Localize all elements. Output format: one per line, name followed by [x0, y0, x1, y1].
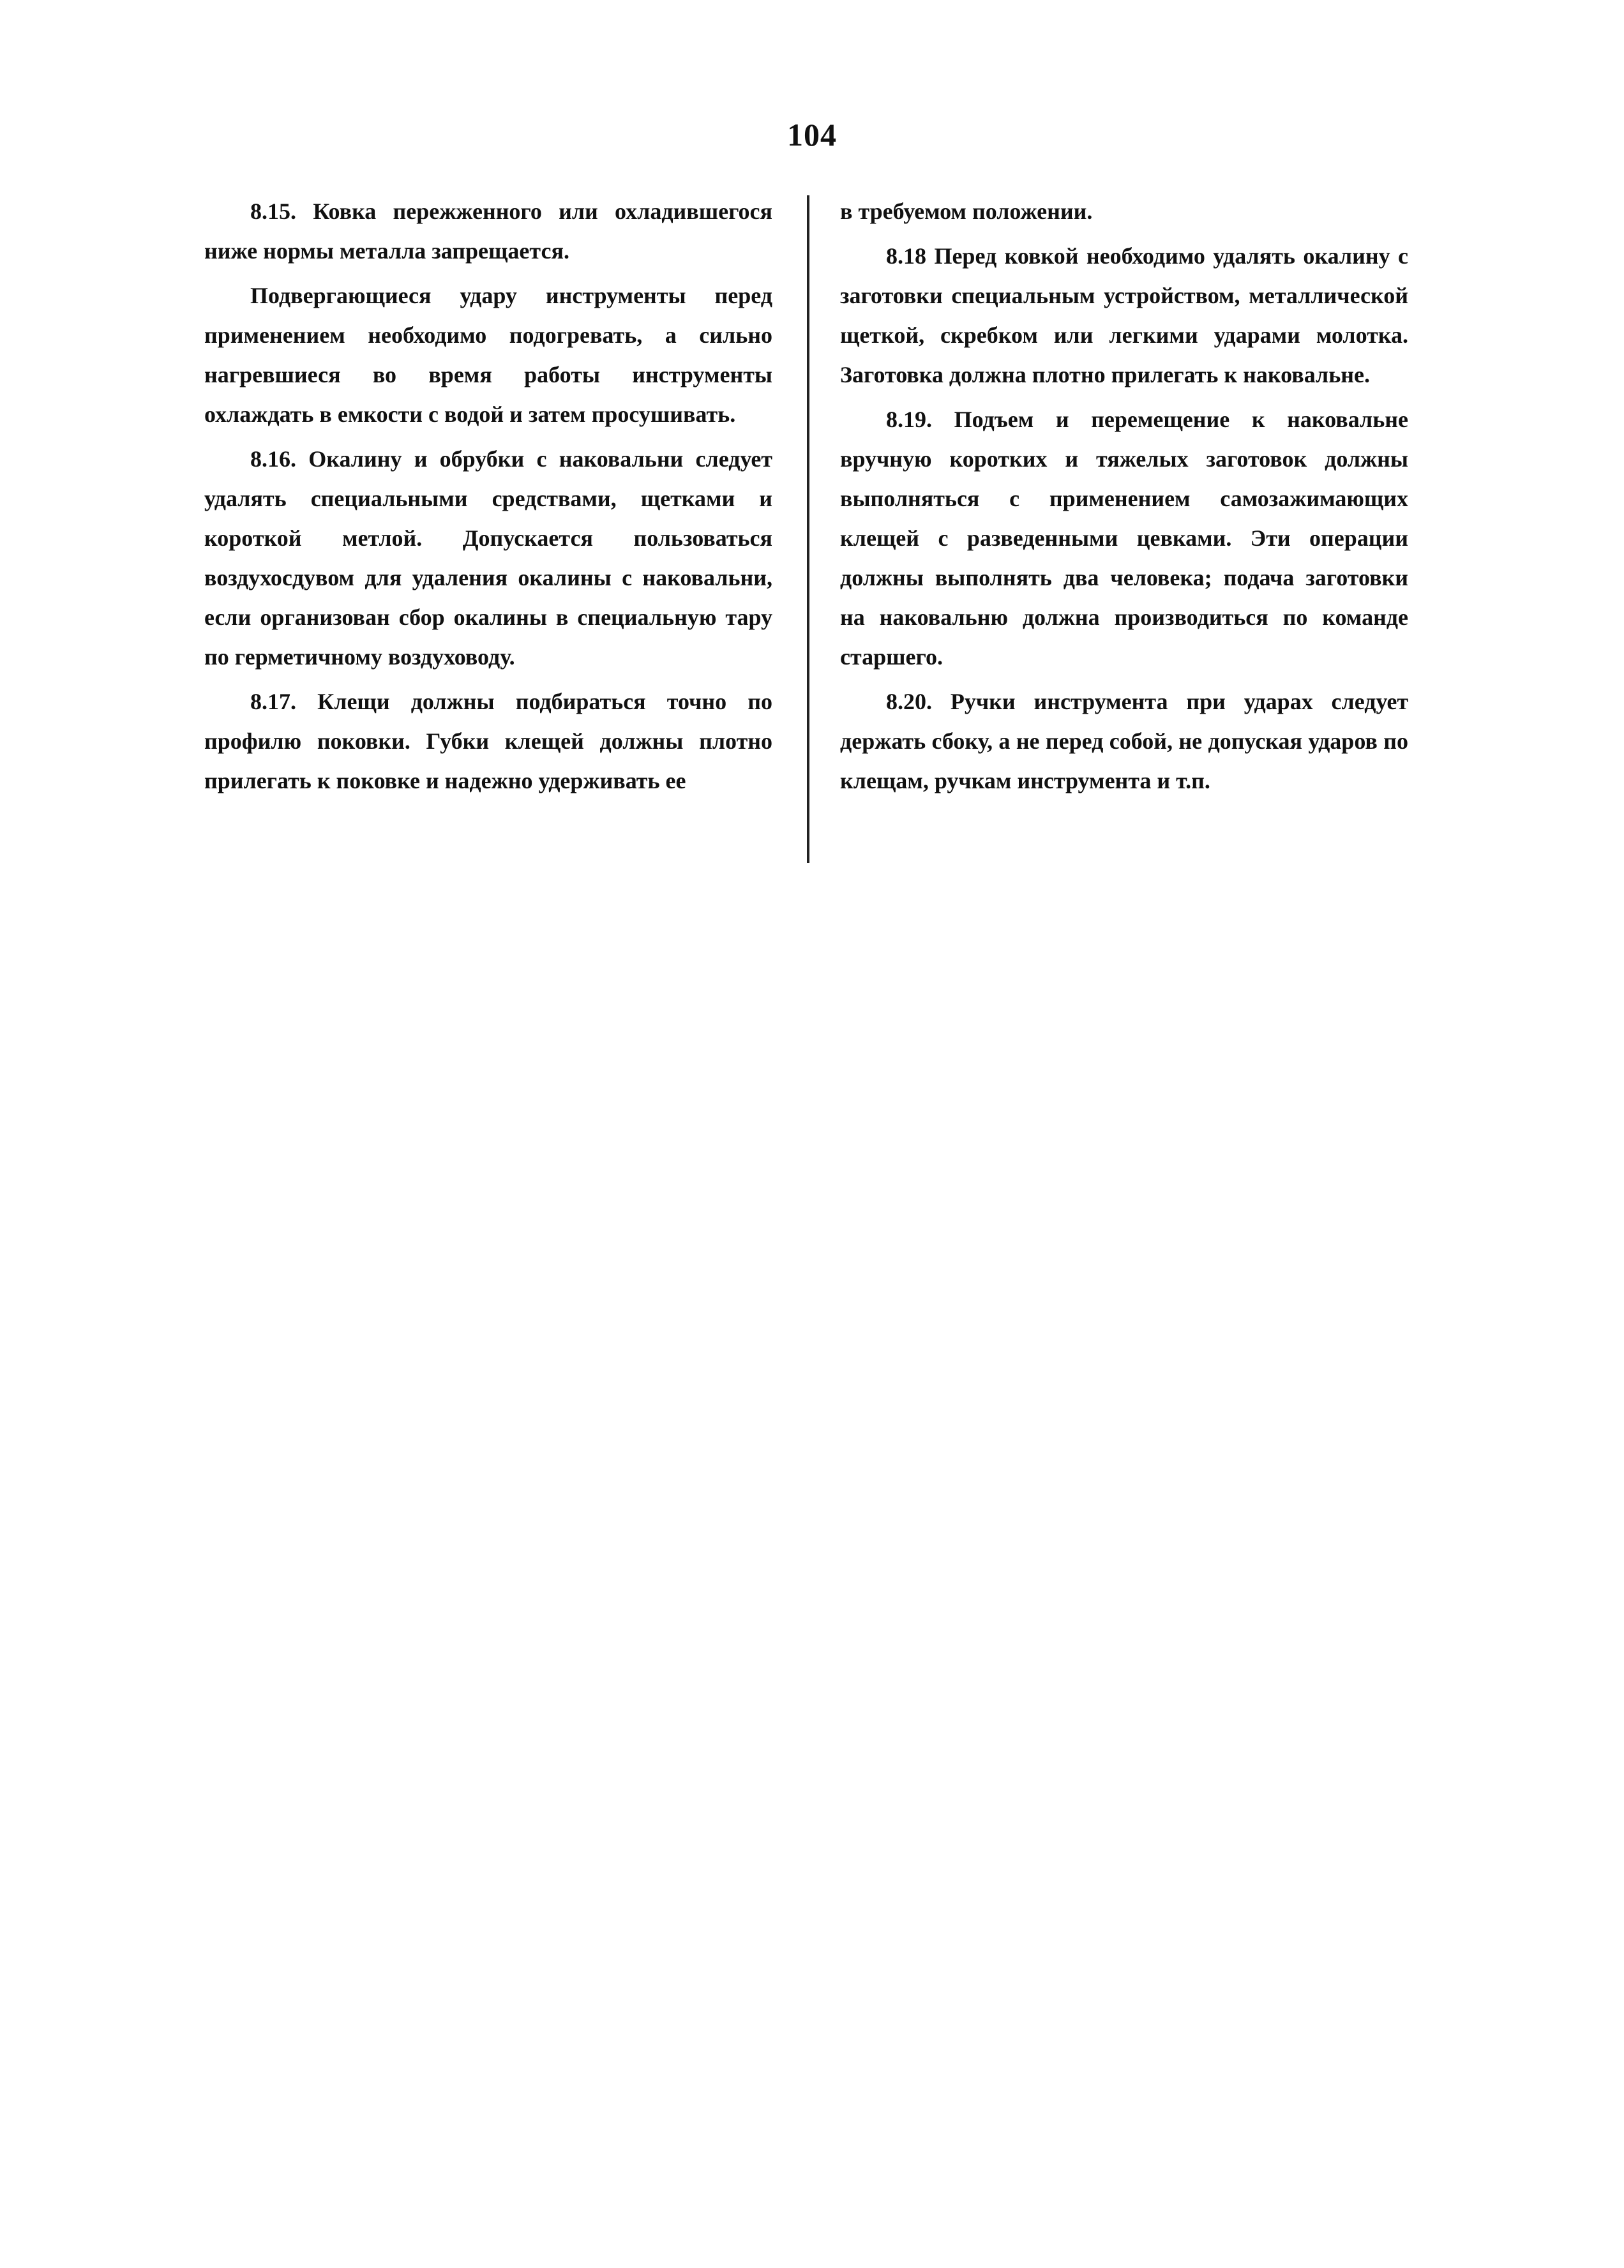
left-column [204, 192, 772, 806]
right-column [840, 192, 1408, 806]
paragraph-8-18: 8.18 Перед ковкой необходимо удалять окалину с заготовки специальным устройством, металлической щеткой, скребком или легкими ударами молотка. Заготовка должна плотно прилегать к наковальне. [840, 243, 1408, 387]
page-number: 104 [787, 117, 837, 153]
paragraph-8-19: 8.19. Подъем и перемещение к наковальне вручную коротких и тяжелых заготовок должны выполняться с применением самозажимающих клещей с разведенными цевками. Эти операции должны выполнять два человека; подача заготовки на наковальню должна производиться по команде старшего. [840, 407, 1408, 670]
paragraph-8-17-continued: в требуемом положении. [840, 199, 1093, 224]
paragraph-8-15: 8.15. Ковка пережженного или охладившегося ниже нормы металла запрещается. [204, 199, 772, 264]
paragraph-8-20: 8.20. Ручки инструмента при ударах следует держать сбоку, а не перед собой, не допуская ударов по клещам, ручкам инструмента и т.п. [840, 689, 1408, 793]
column-divider [807, 195, 809, 863]
paragraph-8-16: 8.16. Окалину и обрубки с наковальни следует удалять специальными средствами, щетками и короткой метлой. Допускается пользоваться воздухосдувом для удаления окалины с наковальни, если организован сбор окалины в специальную тару по герметичному воздуховоду. [204, 446, 772, 670]
paragraph-tools-heating: Подвергающиеся удару инструменты перед применением необходимо подогревать, а сильно нагревшиеся во время работы инструменты охлаждать в емкости с водой и затем просушивать. [204, 283, 772, 427]
paragraph-8-17: 8.17. Клещи должны подбираться точно по профилю поковки. Губки клещей должны плотно прилегать к поковке и надежно удерживать ее [204, 689, 772, 793]
